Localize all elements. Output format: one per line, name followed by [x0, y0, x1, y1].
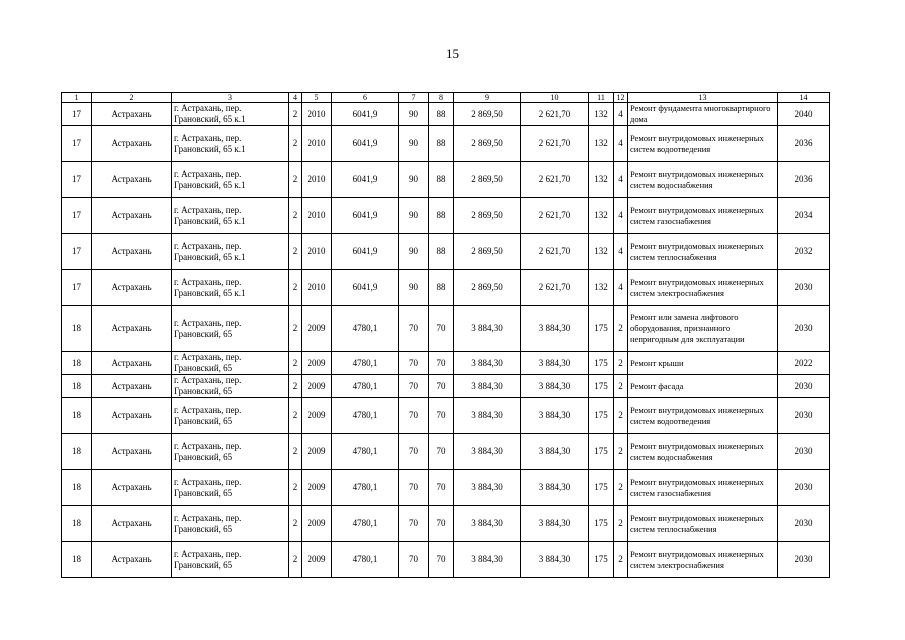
total-area-cell: 6041,9: [332, 198, 399, 234]
col8-cell: 88: [429, 198, 454, 234]
col10-cell: 3 884,30: [521, 306, 589, 352]
col8-cell: 70: [429, 306, 454, 352]
table-row: [62, 162, 830, 198]
col8-cell: 88: [429, 270, 454, 306]
address-cell: г. Астрахань, пер. Грановский, 65: [172, 434, 289, 470]
col11-cell: 175: [589, 306, 614, 352]
col10-cell: 2 621,70: [521, 162, 589, 198]
year-built-cell: 2010: [302, 270, 332, 306]
work-type-cell: Ремонт внутридомовых инженерных систем водоснабжения: [628, 162, 778, 198]
col9-cell: 2 869,50: [454, 126, 521, 162]
col9-cell: 3 884,30: [454, 375, 521, 398]
col9-cell: 3 884,30: [454, 306, 521, 352]
total-area-cell: 4780,1: [332, 375, 399, 398]
total-area-cell: 4780,1: [332, 506, 399, 542]
city-cell: Астрахань: [92, 306, 172, 352]
address-cell: г. Астрахань, пер. Грановский, 65: [172, 306, 289, 352]
col11-cell: 175: [589, 352, 614, 375]
address-cell: г. Астрахань, пер. Грановский, 65 к.1: [172, 198, 289, 234]
col8-cell: 88: [429, 103, 454, 126]
col8-cell: 70: [429, 542, 454, 578]
row-number: 18: [62, 434, 92, 470]
column-number: 11: [589, 93, 614, 103]
col8-cell: 88: [429, 162, 454, 198]
total-area-cell: 4780,1: [332, 434, 399, 470]
col8-cell: 70: [429, 352, 454, 375]
planned-year-cell: 2022: [778, 352, 830, 375]
total-area-cell: 4780,1: [332, 398, 399, 434]
col7-cell: 90: [399, 198, 429, 234]
city-cell: Астрахань: [92, 542, 172, 578]
city-cell: Астрахань: [92, 234, 172, 270]
total-area-cell: 6041,9: [332, 270, 399, 306]
row-number: 18: [62, 306, 92, 352]
row-number: 18: [62, 506, 92, 542]
col11-cell: 132: [589, 103, 614, 126]
city-cell: Астрахань: [92, 352, 172, 375]
city-cell: Астрахань: [92, 103, 172, 126]
city-cell: Астрахань: [92, 470, 172, 506]
planned-year-cell: 2030: [778, 470, 830, 506]
address-cell: г. Астрахань, пер. Грановский, 65: [172, 398, 289, 434]
col7-cell: 70: [399, 434, 429, 470]
column-number: 12: [614, 93, 628, 103]
col11-cell: 175: [589, 506, 614, 542]
row-number: 18: [62, 375, 92, 398]
address-cell: г. Астрахань, пер. Грановский, 65: [172, 352, 289, 375]
table-row: [62, 306, 830, 352]
col7-cell: 70: [399, 398, 429, 434]
address-cell: г. Астрахань, пер. Грановский, 65: [172, 542, 289, 578]
table-row: [62, 434, 830, 470]
col4-cell: 2: [289, 198, 302, 234]
col7-cell: 70: [399, 352, 429, 375]
col4-cell: 2: [289, 434, 302, 470]
column-number: 8: [429, 93, 454, 103]
col10-cell: 2 621,70: [521, 126, 589, 162]
work-type-cell: Ремонт внутридомовых инженерных систем электроснабжения: [628, 542, 778, 578]
city-cell: Астрахань: [92, 506, 172, 542]
col4-cell: 2: [289, 506, 302, 542]
col9-cell: 3 884,30: [454, 470, 521, 506]
planned-year-cell: 2030: [778, 306, 830, 352]
work-type-cell: Ремонт фундамента многоквартирного дома: [628, 103, 778, 126]
col11-cell: 132: [589, 270, 614, 306]
col12-cell: 2: [614, 398, 628, 434]
city-cell: Астрахань: [92, 198, 172, 234]
city-cell: Астрахань: [92, 270, 172, 306]
col7-cell: 90: [399, 103, 429, 126]
row-number: 17: [62, 198, 92, 234]
column-number: 4: [289, 93, 302, 103]
work-type-cell: Ремонт внутридомовых инженерных систем водоснабжения: [628, 434, 778, 470]
row-number: 17: [62, 126, 92, 162]
work-type-cell: Ремонт внутридомовых инженерных систем газоснабжения: [628, 198, 778, 234]
col8-cell: 70: [429, 398, 454, 434]
column-number: 13: [628, 93, 778, 103]
col7-cell: 90: [399, 126, 429, 162]
col7-cell: 70: [399, 542, 429, 578]
col4-cell: 2: [289, 375, 302, 398]
row-number: 17: [62, 270, 92, 306]
city-cell: Астрахань: [92, 375, 172, 398]
col9-cell: 3 884,30: [454, 506, 521, 542]
col11-cell: 132: [589, 126, 614, 162]
col11-cell: 175: [589, 542, 614, 578]
table-row: [62, 398, 830, 434]
table-row: [62, 270, 830, 306]
col9-cell: 2 869,50: [454, 162, 521, 198]
col7-cell: 70: [399, 375, 429, 398]
address-cell: г. Астрахань, пер. Грановский, 65: [172, 506, 289, 542]
planned-year-cell: 2034: [778, 198, 830, 234]
col12-cell: 2: [614, 470, 628, 506]
year-built-cell: 2009: [302, 434, 332, 470]
col9-cell: 3 884,30: [454, 352, 521, 375]
table-row: [62, 234, 830, 270]
col12-cell: 2: [614, 306, 628, 352]
total-area-cell: 6041,9: [332, 103, 399, 126]
col10-cell: 3 884,30: [521, 352, 589, 375]
year-built-cell: 2009: [302, 306, 332, 352]
address-cell: г. Астрахань, пер. Грановский, 65 к.1: [172, 126, 289, 162]
year-built-cell: 2009: [302, 506, 332, 542]
col10-cell: 2 621,70: [521, 198, 589, 234]
total-area-cell: 4780,1: [332, 470, 399, 506]
col8-cell: 88: [429, 126, 454, 162]
col7-cell: 90: [399, 162, 429, 198]
col4-cell: 2: [289, 270, 302, 306]
row-number: 18: [62, 470, 92, 506]
column-number: 2: [92, 93, 172, 103]
year-built-cell: 2009: [302, 398, 332, 434]
total-area-cell: 6041,9: [332, 162, 399, 198]
work-type-cell: Ремонт или замена лифтового оборудования, признанного непригодным для эксплуатации: [628, 306, 778, 352]
work-type-cell: Ремонт внутридомовых инженерных систем теплоснабжения: [628, 506, 778, 542]
work-type-cell: Ремонт крыши: [628, 352, 778, 375]
total-area-cell: 6041,9: [332, 234, 399, 270]
col10-cell: 2 621,70: [521, 103, 589, 126]
column-number: 10: [521, 93, 589, 103]
col4-cell: 2: [289, 352, 302, 375]
col12-cell: 2: [614, 434, 628, 470]
total-area-cell: 4780,1: [332, 352, 399, 375]
col9-cell: 2 869,50: [454, 270, 521, 306]
column-number: 7: [399, 93, 429, 103]
year-built-cell: 2009: [302, 542, 332, 578]
planned-year-cell: 2030: [778, 398, 830, 434]
column-number-row: [62, 93, 830, 103]
col7-cell: 90: [399, 234, 429, 270]
table-row: [62, 542, 830, 578]
col4-cell: 2: [289, 162, 302, 198]
col4-cell: 2: [289, 398, 302, 434]
work-type-cell: Ремонт внутридомовых инженерных систем электроснабжения: [628, 270, 778, 306]
column-number: 6: [332, 93, 399, 103]
table-row: [62, 126, 830, 162]
col4-cell: 2: [289, 542, 302, 578]
address-cell: г. Астрахань, пер. Грановский, 65 к.1: [172, 270, 289, 306]
col9-cell: 2 869,50: [454, 234, 521, 270]
planned-year-cell: 2040: [778, 103, 830, 126]
col12-cell: 2: [614, 542, 628, 578]
col11-cell: 132: [589, 234, 614, 270]
planned-year-cell: 2030: [778, 542, 830, 578]
col8-cell: 70: [429, 375, 454, 398]
city-cell: Астрахань: [92, 398, 172, 434]
col12-cell: 4: [614, 198, 628, 234]
column-number: 3: [172, 93, 289, 103]
col9-cell: 3 884,30: [454, 542, 521, 578]
row-number: 18: [62, 398, 92, 434]
col11-cell: 132: [589, 162, 614, 198]
col10-cell: 3 884,30: [521, 506, 589, 542]
col9-cell: 3 884,30: [454, 434, 521, 470]
row-number: 18: [62, 542, 92, 578]
year-built-cell: 2010: [302, 198, 332, 234]
year-built-cell: 2009: [302, 375, 332, 398]
planned-year-cell: 2030: [778, 375, 830, 398]
col4-cell: 2: [289, 103, 302, 126]
total-area-cell: 4780,1: [332, 306, 399, 352]
column-number: 9: [454, 93, 521, 103]
col10-cell: 3 884,30: [521, 375, 589, 398]
col10-cell: 3 884,30: [521, 434, 589, 470]
address-cell: г. Астрахань, пер. Грановский, 65 к.1: [172, 234, 289, 270]
col4-cell: 2: [289, 126, 302, 162]
address-cell: г. Астрахань, пер. Грановский, 65 к.1: [172, 162, 289, 198]
planned-year-cell: 2036: [778, 162, 830, 198]
col4-cell: 2: [289, 234, 302, 270]
column-number: 5: [302, 93, 332, 103]
col9-cell: 3 884,30: [454, 398, 521, 434]
planned-year-cell: 2030: [778, 506, 830, 542]
col7-cell: 70: [399, 470, 429, 506]
col12-cell: 2: [614, 506, 628, 542]
address-cell: г. Астрахань, пер. Грановский, 65: [172, 375, 289, 398]
planned-year-cell: 2032: [778, 234, 830, 270]
table-row: [62, 506, 830, 542]
year-built-cell: 2009: [302, 352, 332, 375]
col7-cell: 70: [399, 506, 429, 542]
col8-cell: 70: [429, 434, 454, 470]
row-number: 17: [62, 103, 92, 126]
col12-cell: 4: [614, 270, 628, 306]
page-number: 15: [446, 46, 459, 61]
planned-year-cell: 2036: [778, 126, 830, 162]
work-type-cell: Ремонт внутридомовых инженерных систем теплоснабжения: [628, 234, 778, 270]
col10-cell: 2 621,70: [521, 270, 589, 306]
table-row: [62, 103, 830, 126]
col11-cell: 132: [589, 198, 614, 234]
col12-cell: 4: [614, 103, 628, 126]
planned-year-cell: 2030: [778, 270, 830, 306]
total-area-cell: 6041,9: [332, 126, 399, 162]
col10-cell: 3 884,30: [521, 542, 589, 578]
col7-cell: 70: [399, 306, 429, 352]
year-built-cell: 2010: [302, 162, 332, 198]
col12-cell: 2: [614, 375, 628, 398]
planned-year-cell: 2030: [778, 434, 830, 470]
column-number: 14: [778, 93, 830, 103]
capital-repair-table: [61, 92, 830, 578]
total-area-cell: 4780,1: [332, 542, 399, 578]
col12-cell: 4: [614, 126, 628, 162]
col10-cell: 3 884,30: [521, 398, 589, 434]
col10-cell: 3 884,30: [521, 470, 589, 506]
col8-cell: 70: [429, 506, 454, 542]
year-built-cell: 2010: [302, 234, 332, 270]
col12-cell: 4: [614, 162, 628, 198]
table-row: [62, 198, 830, 234]
row-number: 17: [62, 162, 92, 198]
col11-cell: 175: [589, 375, 614, 398]
work-type-cell: Ремонт внутридомовых инженерных систем водоотведения: [628, 126, 778, 162]
table-row: [62, 375, 830, 398]
col4-cell: 2: [289, 470, 302, 506]
col11-cell: 175: [589, 398, 614, 434]
work-type-cell: Ремонт фасада: [628, 375, 778, 398]
col10-cell: 2 621,70: [521, 234, 589, 270]
year-built-cell: 2010: [302, 103, 332, 126]
city-cell: Астрахань: [92, 434, 172, 470]
year-built-cell: 2010: [302, 126, 332, 162]
table-row: [62, 352, 830, 375]
col9-cell: 2 869,50: [454, 198, 521, 234]
col12-cell: 2: [614, 352, 628, 375]
col12-cell: 4: [614, 234, 628, 270]
row-number: 18: [62, 352, 92, 375]
col11-cell: 175: [589, 434, 614, 470]
col4-cell: 2: [289, 306, 302, 352]
row-number: 17: [62, 234, 92, 270]
column-number: 1: [62, 93, 92, 103]
work-type-cell: Ремонт внутридомовых инженерных систем водоотведения: [628, 398, 778, 434]
address-cell: г. Астрахань, пер. Грановский, 65 к.1: [172, 103, 289, 126]
col11-cell: 175: [589, 470, 614, 506]
col8-cell: 70: [429, 470, 454, 506]
work-type-cell: Ремонт внутридомовых инженерных систем газоснабжения: [628, 470, 778, 506]
col8-cell: 88: [429, 234, 454, 270]
col7-cell: 90: [399, 270, 429, 306]
col9-cell: 2 869,50: [454, 103, 521, 126]
address-cell: г. Астрахань, пер. Грановский, 65: [172, 470, 289, 506]
city-cell: Астрахань: [92, 126, 172, 162]
city-cell: Астрахань: [92, 162, 172, 198]
table-row: [62, 470, 830, 506]
year-built-cell: 2009: [302, 470, 332, 506]
